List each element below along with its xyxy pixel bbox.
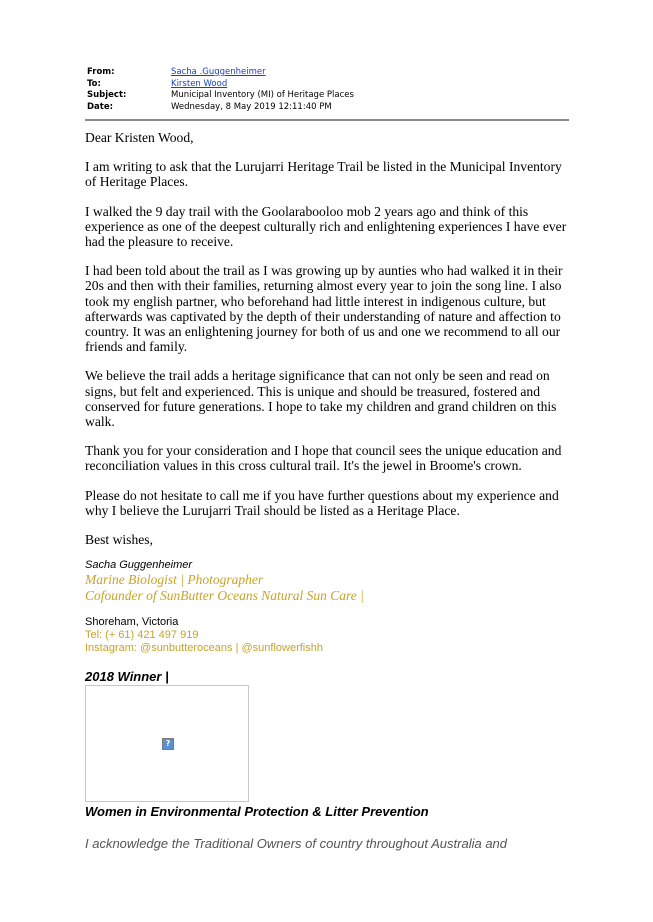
date-label: Date: bbox=[87, 101, 114, 112]
body-paragraph: Thank you for your consideration and I hope that council sees the unique education and reconciliation values in this cross cultural trail. It's the jewel in Broome's crown. bbox=[85, 443, 562, 474]
signature-block bbox=[85, 559, 585, 603]
signature-company: Cofounder of SunButter Oceans Natural Sun Care | bbox=[85, 587, 364, 603]
header-subject-row bbox=[87, 90, 569, 102]
header-date-row bbox=[87, 102, 569, 114]
to-link[interactable]: Kirsten Wood bbox=[171, 78, 228, 89]
signature-title: Marine Biologist | Photographer bbox=[85, 572, 264, 587]
body-paragraph: Please do not hesitate to call me if you have further questions about my experience and why I believe the Lurujarri Trail should be listed as a Heritage Place. bbox=[85, 487, 559, 518]
to-label: To: bbox=[87, 78, 101, 89]
from-link[interactable]: Sacha .Guggenheimer bbox=[171, 67, 266, 77]
signature-name: Sacha Guggenheimer bbox=[85, 559, 193, 571]
signature-phone: Tel: (+ 61) 421 497 919 bbox=[85, 629, 199, 641]
email-body bbox=[85, 130, 575, 561]
body-paragraph: I walked the 9 day trail with the Goolarabooloo mob 2 years ago and think of this experience as one of the deepest culturally rich and enlightening experiences I have ever had the pleasure to receive. bbox=[85, 203, 567, 250]
body-paragraph: I am writing to ask that the Lurujarri Heritage Trail be listed in the Municipal Inventory of Heritage Places. bbox=[85, 159, 562, 190]
header-to-row bbox=[87, 79, 569, 91]
greeting: Dear Kristen Wood, bbox=[85, 130, 194, 145]
date-value: Wednesday, 8 May 2019 12:11:40 PM bbox=[171, 101, 332, 112]
signature-contact-block bbox=[85, 616, 323, 655]
header-from-row bbox=[87, 67, 569, 79]
subject-value: Municipal Inventory (MI) of Heritage Places bbox=[171, 90, 354, 100]
award-image-placeholder bbox=[85, 685, 249, 802]
signature-instagram: Instagram: @sunbutteroceans | @sunflowerfishh bbox=[85, 642, 323, 654]
acknowledgement-text: I acknowledge the Traditional Owners of country throughout Australia and bbox=[85, 836, 508, 851]
header-divider bbox=[85, 119, 569, 121]
signature-location: Shoreham, Victoria bbox=[85, 616, 179, 628]
email-header bbox=[87, 67, 569, 113]
body-paragraph: We believe the trail adds a heritage significance that can not only be seen and read on signs, but felt and experienced. This is unique and should be treasured, fostered and conserved for future generations. I hope to take my children and grand children on this walk. bbox=[85, 368, 557, 430]
winner-heading: 2018 Winner | bbox=[85, 669, 169, 684]
closing: Best wishes, bbox=[85, 532, 153, 548]
subject-label: Subject: bbox=[87, 90, 127, 100]
broken-image-icon: ? bbox=[162, 738, 174, 750]
award-title: Women in Environmental Protection & Litter Prevention bbox=[85, 804, 429, 819]
from-label: From: bbox=[87, 67, 115, 77]
body-paragraph: I had been told about the trail as I was growing up by aunties who had walked it in their 20s and then with their families, returning almost every year to join the song line. I also took my english partner, who beforehand had little interest in indigenous culture, but afterwards was captivated by the depth of their understanding of nature and affection to country. It was an enlightening journey for both of us and one we recommend to all our friends and family. bbox=[85, 263, 563, 355]
